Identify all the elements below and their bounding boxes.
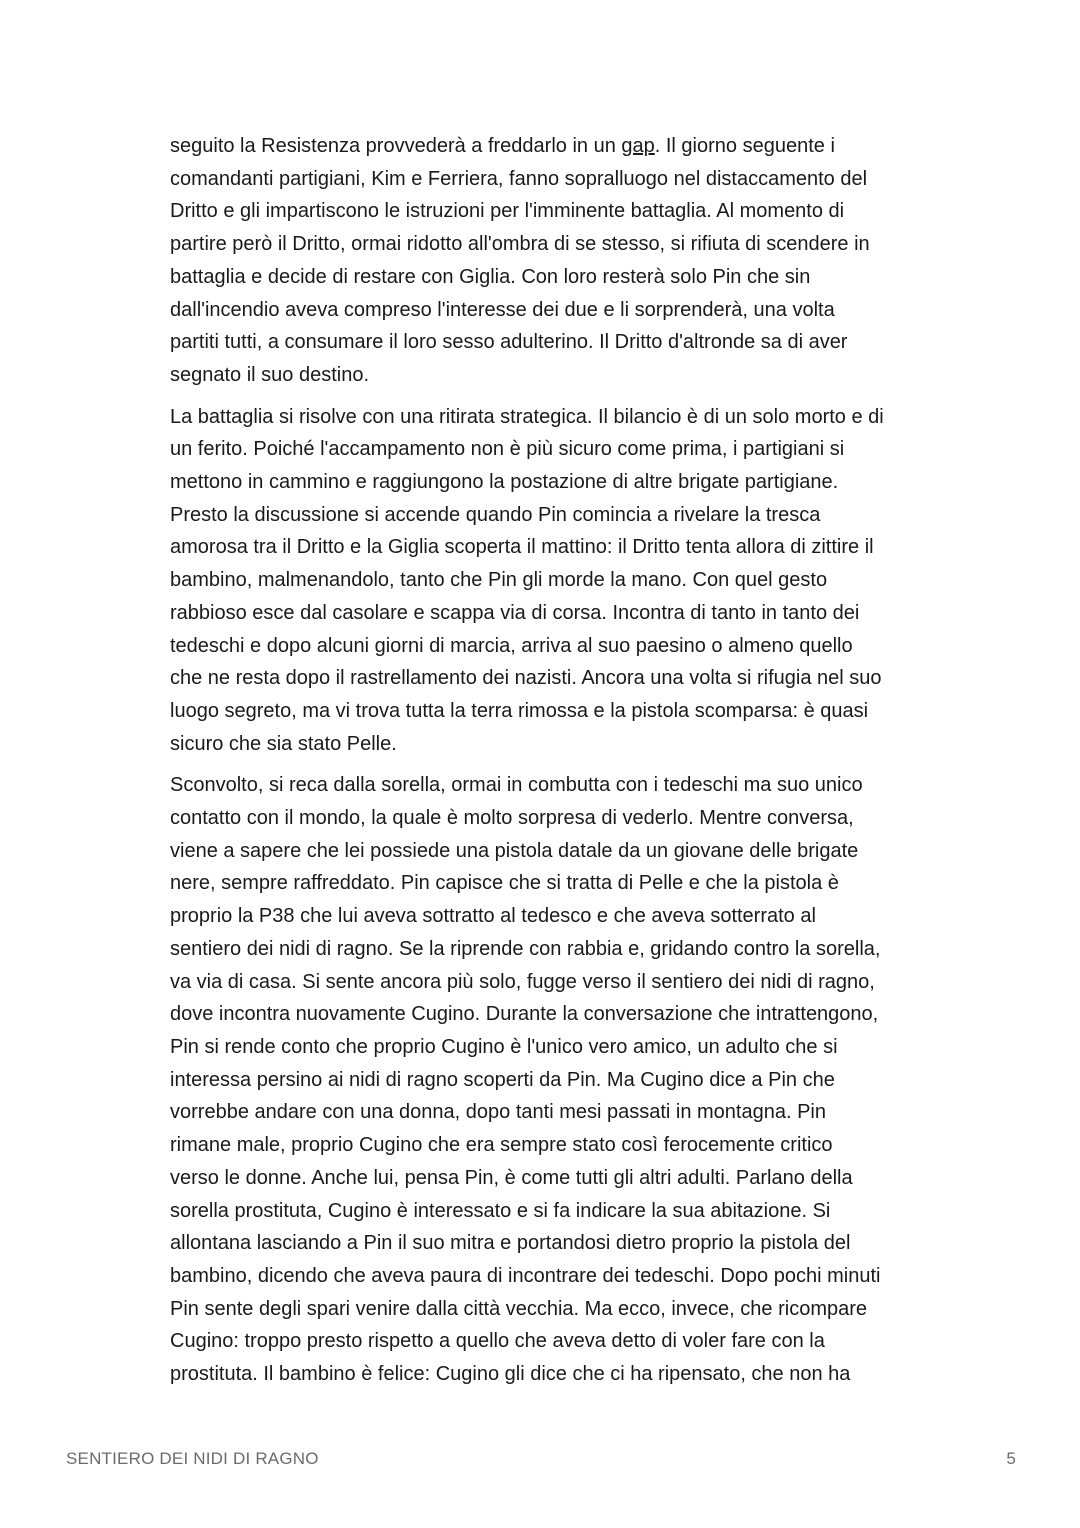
text-line: amorosa tra il Dritto e la Giglia scoperta il mattino: il Dritto tenta allora di zittire il — [170, 536, 874, 559]
text-line: dove incontra nuovamente Cugino. Durante la conversazione che intrattengono, — [170, 1003, 879, 1026]
text-line: sicuro che sia stato Pelle. — [170, 732, 397, 755]
text-line: interessa persino ai nidi di ragno scoperti da Pin. Ma Cugino dice a Pin che — [170, 1068, 835, 1091]
text-line: contatto con il mondo, la quale è molto sorpresa di vederlo. Mentre conversa, — [170, 807, 854, 830]
text-line: partire però il Dritto, ormai ridotto all'ombra di se stesso, si rifiuta di scendere in — [170, 233, 870, 256]
text-line: un ferito. Poiché l'accampamento non è più sicuro come prima, i partigiani si — [170, 438, 845, 461]
text-line: allontana lasciando a Pin il suo mitra e portandosi dietro proprio la pistola del — [170, 1232, 851, 1255]
text-line: nere, sempre raffreddato. Pin capisce che si tratta di Pelle e che la pistola è — [170, 872, 839, 895]
paragraph-3 — [170, 769, 960, 1390]
text-line: sentiero dei nidi di ragno. Se la riprende con rabbia e, gridando contro la sorella, — [170, 937, 881, 960]
paragraph-2 — [170, 401, 960, 761]
text-line: segnato il suo destino. — [170, 363, 370, 386]
page-body — [170, 130, 960, 1400]
text-line: Dritto e gli impartiscono le istruzioni per l'imminente battaglia. Al momento di — [170, 200, 845, 223]
paragraph-1 — [170, 130, 960, 392]
text-line: Cugino: troppo presto rispetto a quello che aveva detto di voler fare con la — [170, 1330, 825, 1353]
text-line: Pin si rende conto che proprio Cugino è l'unico vero amico, un adulto che si — [170, 1035, 838, 1058]
text-line: dall'incendio aveva compreso l'interesse dei due e li sorprenderà, una volta — [170, 298, 835, 321]
footer-title: SENTIERO DEI NIDI DI RAGNO — [66, 1449, 319, 1468]
text-line: sorella prostituta, Cugino è interessato e si fa indicare la sua abitazione. Si — [170, 1199, 831, 1222]
page-number: 5 — [1006, 1449, 1016, 1468]
text-line: rabbioso esce dal casolare e scappa via di corsa. Incontra di tanto in tanto dei — [170, 601, 860, 624]
text-line: comandanti partigiani, Kim e Ferriera, fanno sopralluogo nel distaccamento del — [170, 167, 868, 190]
text-line: verso le donne. Anche lui, pensa Pin, è come tutti gli altri adulti. Parlano della — [170, 1166, 853, 1189]
text-line: Sconvolto, si reca dalla sorella, ormai in combutta con i tedeschi ma suo unico — [170, 774, 863, 797]
text-line: La battaglia si risolve con una ritirata strategica. Il bilancio è di un solo morto e di — [170, 405, 884, 428]
text-line: luogo segreto, ma vi trova tutta la terra rimossa e la pistola scomparsa: è quasi — [170, 699, 869, 722]
text-line: Presto la discussione si accende quando Pin comincia a rivelare la tresca — [170, 503, 821, 526]
text-line: vorrebbe andare con una donna, dopo tanti mesi passati in montagna. Pin — [170, 1101, 826, 1124]
text-line: partiti tutti, a consumare il loro sesso adulterino. Il Dritto d'altronde sa di aver — [170, 331, 848, 354]
text-line: prostituta. Il bambino è felice: Cugino gli dice che ci ha ripensato, che non ha — [170, 1363, 851, 1386]
text-line: Pin sente degli spari venire dalla città vecchia. Ma ecco, invece, che ricompare — [170, 1297, 868, 1320]
text-line: viene a sapere che lei possiede una pistola datale da un giovane delle brigate — [170, 839, 859, 862]
text-line: bambino, malmenandolo, tanto che Pin gli morde la mano. Con quel gesto — [170, 569, 828, 592]
text-line: rimane male, proprio Cugino che era sempre stato così ferocemente critico — [170, 1134, 833, 1157]
text-line: bambino, dicendo che aveva paura di incontrare dei tedeschi. Dopo pochi minuti — [170, 1264, 881, 1287]
text-line: battaglia e decide di restare con Giglia. Con loro resterà solo Pin che sin — [170, 265, 811, 288]
gap-link[interactable]: gap — [621, 135, 655, 157]
page-footer — [66, 1449, 1016, 1469]
text-line: che ne resta dopo il rastrellamento dei nazisti. Ancora una volta si rifugia nel suo — [170, 667, 882, 690]
text-line: tedeschi e dopo alcuni giorni di marcia, arriva al suo paesino o almeno quello — [170, 634, 853, 657]
text-line: proprio la P38 che lui aveva sottratto al tedesco e che aveva sotterrato al — [170, 905, 816, 928]
text-line: mettono in cammino e raggiungono la postazione di altre brigate partigiane. — [170, 471, 839, 494]
text-line: va via di casa. Si sente ancora più solo, fugge verso il sentiero dei nidi di ragno, — [170, 970, 875, 993]
text-line: seguito la Resistenza provvederà a freddarlo in un gap. Il giorno seguente i — [170, 135, 835, 157]
